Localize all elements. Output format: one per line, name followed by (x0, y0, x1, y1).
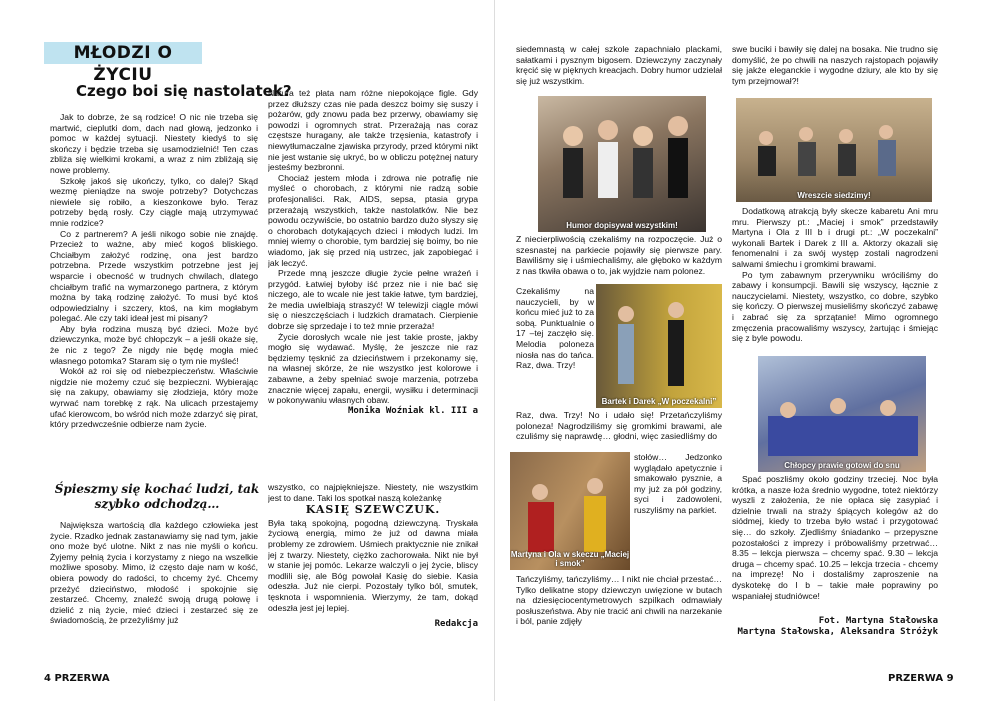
right-col1-narrow (516, 286, 594, 410)
page-number-left: 4 PRZERWA (44, 673, 110, 684)
paragraph: stołów… Jedzonko wyglądało apetycznie i smakowało pysznie, a my już za pół godziny, syci i zadowoleni, ruszyliśmy na parkiet. (634, 452, 722, 515)
paragraph: Z niecierpliwością czekaliśmy na rozpoczęcie. Już o szesnastej na parkiecie pojawiły się pierwsze pary. Bawiliśmy się i uśmiechaliśmy, ale głęboko w każdym z nas tkwiła obawa o to, jak wyjdzie nam polonez. (516, 234, 722, 276)
paragraph: Natura też płata nam różne niepokojące figle. Gdy przez dłuższy czas nie pada deszcz boimy się suszy i pożarów, gdy znowu pada bez przerwy, obawiamy się powodzi i ogromnych strat. Przerażają nas coraz częstsze huragany, ale także trzęsienia, katastrofy i niewytłumaczalne zjawiska przyrody, przed którymi nikt nie jest wstanie się ukryć, bo w obliczu potężnej natury jesteśmy bezbronni. (268, 88, 478, 173)
paragraph: Jak to dobrze, że są rodzice! O nic nie trzeba się martwić, cieplutki dom, dach nad głową, jedzonko i pomoc w każdej sytuacji. Niestety kiedyś to się skończy i będzie trzeba się usamodzielnić! Ten czas zbliża się wielkimi krokami, a wraz z nim zbliżają się nowe problemy. (50, 112, 258, 175)
photo-poczekalnia (596, 284, 722, 408)
right-col2-bottom (732, 474, 938, 616)
paragraph: Największa wartością dla każdego człowieka jest życie. Rzadko jednak zastanawiamy się nad tym, jakie ono może być ulotne. Nikt z nas nie myśli o końcu. Żyjemy pełnią życia i korzystamy z niego na wszelkie możliwe sposoby. Mimo, iż często daje nam w kość, obiera powody do radości, to chcemy żyć. Chcemy przeżyć dzieciństwo, młodość i spokojnie się zestarzeć. Chcemy, znaleźć swoją drugą połowę i dzielić z nią życie, mieć dzieci i zestarzeć się ze świadomością, że przeżyliśmy już (50, 520, 258, 626)
paragraph: Po tym zabawnym przerywniku wróciliśmy do zabawy i konsumpcji. Bawili się wszyscy, łącznie z nauczycielami. Niestety, wszystko, co dobre, szybko się kończy. O pierwszej musieliśmy skończyć zabawę i zabrać się za sprzątanie! Mimo ogromnego zmęczenia pracowaliśmy wszyscy, żartując i śmiejąc się z byle powodu. (732, 269, 938, 344)
right-col2-top (732, 44, 938, 96)
photo-sitting (736, 98, 932, 202)
photo-people-icon (596, 284, 722, 408)
paragraph: wszystko, co najpiękniejsze. Niestety, nie wszystkim jest to dane. Taki los spotkał naszą koleżankę (268, 482, 478, 503)
paragraph: Życie dorosłych wcale nie jest takie proste, jakby mogło się wydawać. Myślę, że jeszcze nie raz będziemy tęsknić za dzieciństwem i przekonamy się, na własnej skórze, że nie wszystko jest kolorowe i zabawne, a żeby spełniać swoje marzenia, potrzeba znacznie więcej zapału, energii, wysiłku i determinacji w pokonywaniu własnych obaw. (268, 331, 478, 406)
photo-caption: Wreszcie siedzimy! (797, 191, 871, 200)
article2-signature: Redakcja (434, 619, 478, 630)
photo-humor (538, 96, 706, 232)
right-credits (732, 616, 938, 642)
right-col1-narrow2 (634, 452, 722, 572)
paragraph: Przede mną jeszcze długie życie pełne wrażeń i przygód. Łatwiej byłoby iść przez nie i nie bać się niczego, ale to wcale nie jest takie łatwe, tym bardziej, że media uwielbiają straszyć! W telewizji ciągle mówi się o nieszczęściach i ludzkich dramatach. Cierpienie dobrze się sprzedaje i to też mnie przeraża! (268, 268, 478, 332)
article2-column-1 (50, 520, 258, 660)
right-col1-bottom (516, 574, 722, 634)
photo-people-icon (758, 356, 926, 472)
paragraph: Co z partnerem? A jeśli nikogo sobie nie znajdę. Przecież to ważne, aby mieć kogoś bliskiego. Chciałbym założyć rodzinę, ona jest bardzo potrzebna. Przede wszystkim potrzebne jest jej wsparcie i obecność w trudnych chwilach, dlatego chciałbym trafić na wymarzonego partnera, z którym można by taką rodzinę założyć. To musi być ktoś odpowiedzialny i szczery, ktoś, na kim mogłabym polegać. Ale czy taki ideał jest mi pisany? (50, 228, 258, 324)
right-col2-mid (732, 206, 938, 358)
paragraph: Szkołę jakoś się ukończy, tylko, co dalej? Skąd wezmę pieniądze na swoje potrzeby? Dotychczas niewiele się robiło, a kieszonkowe było. Teraz potrzeby będą rosły. Czy ciągle mają utrzymywać mnie rodzice? (50, 175, 258, 228)
paragraph: Dodatkową atrakcją były skecze kabaretu Ani mru mru. Pierwszy pt.: „Maciej i smok” przedstawiły Martyna i Ola z III b i drugi pt.: „W poczekalni” wykonali Bartek i Darek z III a. Aktorzy okazali się fenomenalni i za swój występ zostali nagrodzeni salwami śmiechu i gromkimi brawami. (732, 206, 938, 269)
paragraph: Chociaż jestem młoda i zdrowa nie potrafię nie myśleć o chorobach, z którymi nie radzą sobie profesjonaliści. Rak, AIDS, sepsa, ptasia grypa przerażają wszystkich, także nastolatków. Nie bez powodu oczywiście, bo ostatnio bardzo dużo słyszy się o chorobach dotykających dzieci i młodych ludzi. Im mniej wiemy o chorobie, tym bardziej się boimy, bo nie wiadomo, jak się przed nią ustrzec, jak zapobiegać i jak leczyć. (268, 172, 478, 268)
article1-column-2 (268, 88, 478, 474)
article1-signature: Monika Woźniak kl. III a (347, 405, 478, 416)
page-number-right: PRZERWA 9 (888, 673, 954, 684)
photo-sketch (510, 452, 630, 570)
article-title: Czego boi się nastolatek? (76, 82, 292, 100)
authors: Martyna Stałowska, Aleksandra Stróżyk (737, 626, 938, 637)
photo-caption: Humor dopisywał wszystkim! (566, 221, 678, 230)
paragraph: Tańczyliśmy, tańczyliśmy… I nikt nie chciał przestać… Tylko delikatne stopy dziewczyn uwięzione w butach na dziesięciocentymetrowych szpilkach odmawiały posłuszeństwa. Aby nie tracić ani chwili na narzekanie i ból, panie zdjęły (516, 574, 722, 627)
right-col1-top (516, 44, 722, 94)
article1-column-1 (50, 112, 258, 472)
photo-sleeping (758, 356, 926, 472)
right-col1-after (516, 410, 722, 450)
paragraph: Czekaliśmy na nauczycieli, by w końcu mieć już to za sobą. Punktualnie o 17 –tej zaczęło się. Melodia poloneza niosła nas do tańca. Raz, dwa. Trzy! (516, 286, 594, 371)
person-name: KASIĘ SZEWCZUK. (305, 503, 441, 517)
article2-title: Śpieszmy się kochać ludzi, tak szybko odchodzą… (54, 482, 260, 511)
section-title: MŁODZI O ŻYCIU (44, 42, 202, 64)
photo-credit: Fot. Martyna Stałowska (818, 616, 938, 626)
photo-people-icon (736, 98, 932, 202)
photo-caption: Bartek i Darek „W poczekalni” (601, 397, 717, 406)
left-page (0, 0, 495, 701)
photo-caption: Chłopcy prawie gotowi do snu (784, 461, 900, 470)
paragraph: Spać poszliśmy około godziny trzeciej. Noc była krótka, a nasze łoża średnio wygodne, toteż niektórzy wyszli z założenia, że nie opłaca się zasypiać i dzielnie trwali na straży śpiących kolegów aż do siódmej, kiedy to trzeba było wstać i przygotować się… do szkoły. Zjedliśmy śniadanko – przepyszne pozostałości z imprezy i próbowaliśmy przetrwać…8.35 – lekcja pierwsza – chcemy spać. 9.30 – lekcja druga – chcemy spać. 10.25 – lekcja trzecia - chcemy na imprezę! No i dostaliśmy zaproszenie na dyskotekę do I b – takie małe poprawiny po wspaniałej studniówce! (732, 474, 938, 601)
photo-caption: Martyna i Ola w skeczu „Maciej i smok” (510, 550, 630, 568)
article2-column-2 (268, 482, 478, 642)
paragraph: siedemnastą w całej szkole zapachniało plackami, sałatkami i pysznym bigosem. Dziewczyny zaczynały kręcić się w pięknych kreacjach. Dobry humor udzielał się już wszystkim. (516, 44, 722, 86)
right-col1-mid (516, 234, 722, 286)
paragraph: Wokół aż roi się od niebezpieczeństw. Właściwie nigdzie nie możemy czuć się bezpieczni. Wybierając się na zakupy, obawiamy się złodzieja, który może wyrwać nam torebkę z rąk. Na ulicach przestajemy ufać kierowcom, bo wśród nich może zdarzyć się pirat, który przedwcześnie odbierze nam życie. (50, 366, 258, 430)
paragraph: Aby była rodzina muszą być dzieci. Może być dziewczynka, może być chłopczyk – a jeśli okaże się, że nic z tego? Że nigdy nie będę mogła mieć własnego potomka? Staram się o tym nie myśleć! (50, 323, 258, 366)
right-page (496, 0, 992, 701)
paragraph: Raz, dwa. Trzy! No i udało się! Przetańczyliśmy poloneza! Nagrodziliśmy się gromkimi brawami, ale czuliśmy się naprawdę… głodni, więc zasiedliśmy do (516, 410, 722, 442)
paragraph: swe buciki i bawiły się dalej na bosaka. Nie trudno się domyślić, że po chwili na naszych rajstopach pojawiły się jakże eleganckie i wygodne dziury, ale kto by się tym przejmował?! (732, 44, 938, 86)
photo-people-icon (538, 96, 706, 232)
paragraph: Była taką spokojną, pogodną dziewczyną. Tryskała życiową energią, mimo że już od dawna miała problemy ze zdrowiem. Uśmiech praktycznie nie znikał jej z twarzy. Niestety, ciężko zachorowała. Nikt nie był w stanie jej pomóc. Lekarze walczyli o jej życie, bliscy modlili się, ale Bóg powołał Kasię do siebie. Kasia odeszła. Już nie cierpi. Pozostały tylko ból, smutek, tęsknota i wspomnienia. Wierzymy, że tam, dokąd odeszła jest jej lepiej. (268, 517, 478, 613)
